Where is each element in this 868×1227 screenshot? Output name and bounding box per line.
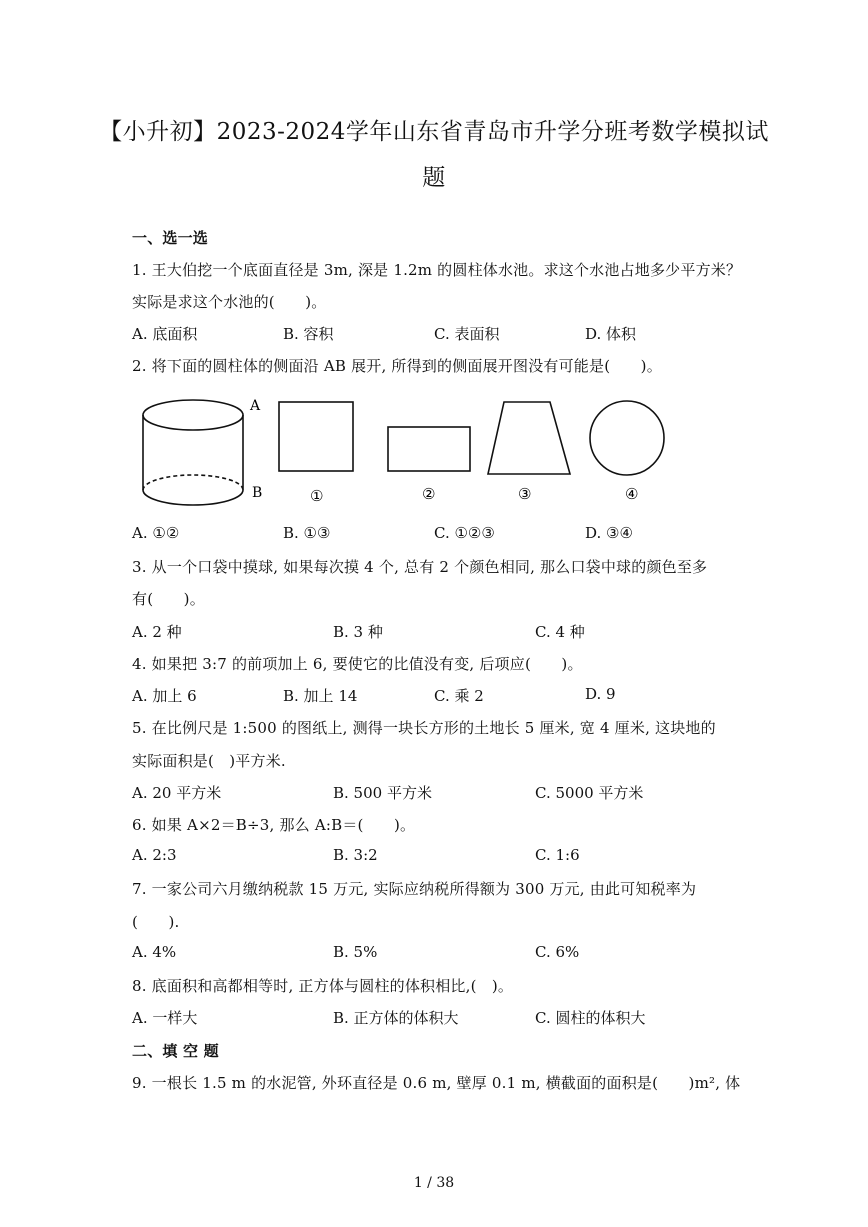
q7-option-b: B. 5% [333, 943, 378, 961]
q3-option-c: C. 4 种 [535, 623, 585, 641]
q2-option-d: D. ③④ [585, 524, 633, 542]
q8-option-c: C. 圆柱的体积大 [535, 1009, 646, 1027]
question-8-text: 8. 底面积和高都相等时, 正方体与圆柱的体积相比,( )。 [132, 977, 514, 995]
shape-number-3: ③ [518, 485, 532, 503]
q6-option-a: A. 2:3 [132, 846, 177, 864]
q2-option-a: A. ①② [132, 524, 180, 542]
q3-option-a: A. 2 种 [132, 623, 182, 641]
question-5-text: 5. 在比例尺是 1:500 的图纸上, 测得一块长方形的土地长 5 厘米, 宽 4 厘米, 这块地的 [132, 719, 716, 737]
q2-figures [130, 390, 690, 515]
q1-option-a: A. 底面积 [132, 325, 198, 343]
rectangle-shape [388, 427, 470, 471]
page-number: 1 / 38 [413, 1175, 455, 1191]
q7-option-c: C. 6% [535, 943, 580, 961]
q5-option-b: B. 500 平方米 [333, 784, 432, 802]
question-6-text: 6. 如果 A×2＝B÷3, 那么 A:B＝( )。 [132, 816, 416, 834]
q8-option-a: A. 一样大 [132, 1009, 198, 1027]
question-5-text-cont: 实际面积是( )平方米. [132, 752, 286, 770]
q1-option-c: C. 表面积 [434, 325, 500, 343]
question-7-text-cont: ( ). [132, 913, 180, 931]
cylinder-figure [143, 400, 243, 505]
q4-option-a: A. 加上 6 [132, 687, 197, 705]
q3-option-b: B. 3 种 [333, 623, 383, 641]
question-2-text: 2. 将下面的圆柱体的侧面沿 AB 展开, 所得到的侧面展开图没有可能是( )。 [132, 357, 662, 375]
q4-option-d: D. 9 [585, 685, 616, 703]
square-shape [279, 402, 353, 471]
q2-option-c: C. ①②③ [434, 524, 495, 542]
q6-option-c: C. 1:6 [535, 846, 580, 864]
trapezoid-shape [488, 402, 570, 474]
question-1-text: 1. 王大伯挖一个底面直径是 3m, 深是 1.2m 的圆柱体水池。求这个水池占地多少平方米？ [132, 261, 742, 279]
question-4-text: 4. 如果把 3:7 的前项加上 6, 要使它的比值没有变, 后项应( )。 [132, 655, 583, 673]
shape-number-4: ④ [625, 485, 639, 503]
question-3-text-cont: 有( )。 [132, 590, 205, 608]
question-9-text: 9. 一根长 1.5 m 的水泥管, 外环直径是 0.6 m, 壁厚 0.1 m, 横截面的面积是( )m², 体 [132, 1074, 741, 1092]
question-7-text: 7. 一家公司六月缴纳税款 15 万元, 实际应纳税所得额为 300 万元, 由此可知税率为 [132, 880, 697, 898]
label-a: A [250, 398, 261, 414]
q5-option-c: C. 5000 平方米 [535, 784, 644, 802]
q4-option-b: B. 加上 14 [283, 687, 358, 705]
shape-number-2: ② [422, 485, 436, 503]
label-b: B [252, 485, 263, 501]
q5-option-a: A. 20 平方米 [132, 784, 222, 802]
q1-option-d: D. 体积 [585, 325, 637, 343]
q7-option-a: A. 4% [132, 943, 177, 961]
circle-shape [590, 401, 664, 475]
q6-option-b: B. 3:2 [333, 846, 378, 864]
section-heading-choice: 一、选一选 [132, 229, 209, 247]
question-3-text: 3. 从一个口袋中摸球, 如果每次摸 4 个, 总有 2 个颜色相同, 那么口袋中球的颜色至多 [132, 558, 708, 576]
shape-number-1: ① [310, 487, 324, 505]
section-heading-fill: 二、填 空 题 [132, 1042, 219, 1060]
q2-option-b: B. ①③ [283, 524, 331, 542]
q4-option-c: C. 乘 2 [434, 687, 484, 705]
q8-option-b: B. 正方体的体积大 [333, 1009, 459, 1027]
page-title-line-2: 题 [422, 165, 446, 191]
question-1-text-cont: 实际是求这个水池的( )。 [132, 293, 327, 311]
page-title-line-1: 【小升初】2023-2024学年山东省青岛市升学分班考数学模拟试 [99, 119, 769, 145]
q1-option-b: B. 容积 [283, 325, 334, 343]
